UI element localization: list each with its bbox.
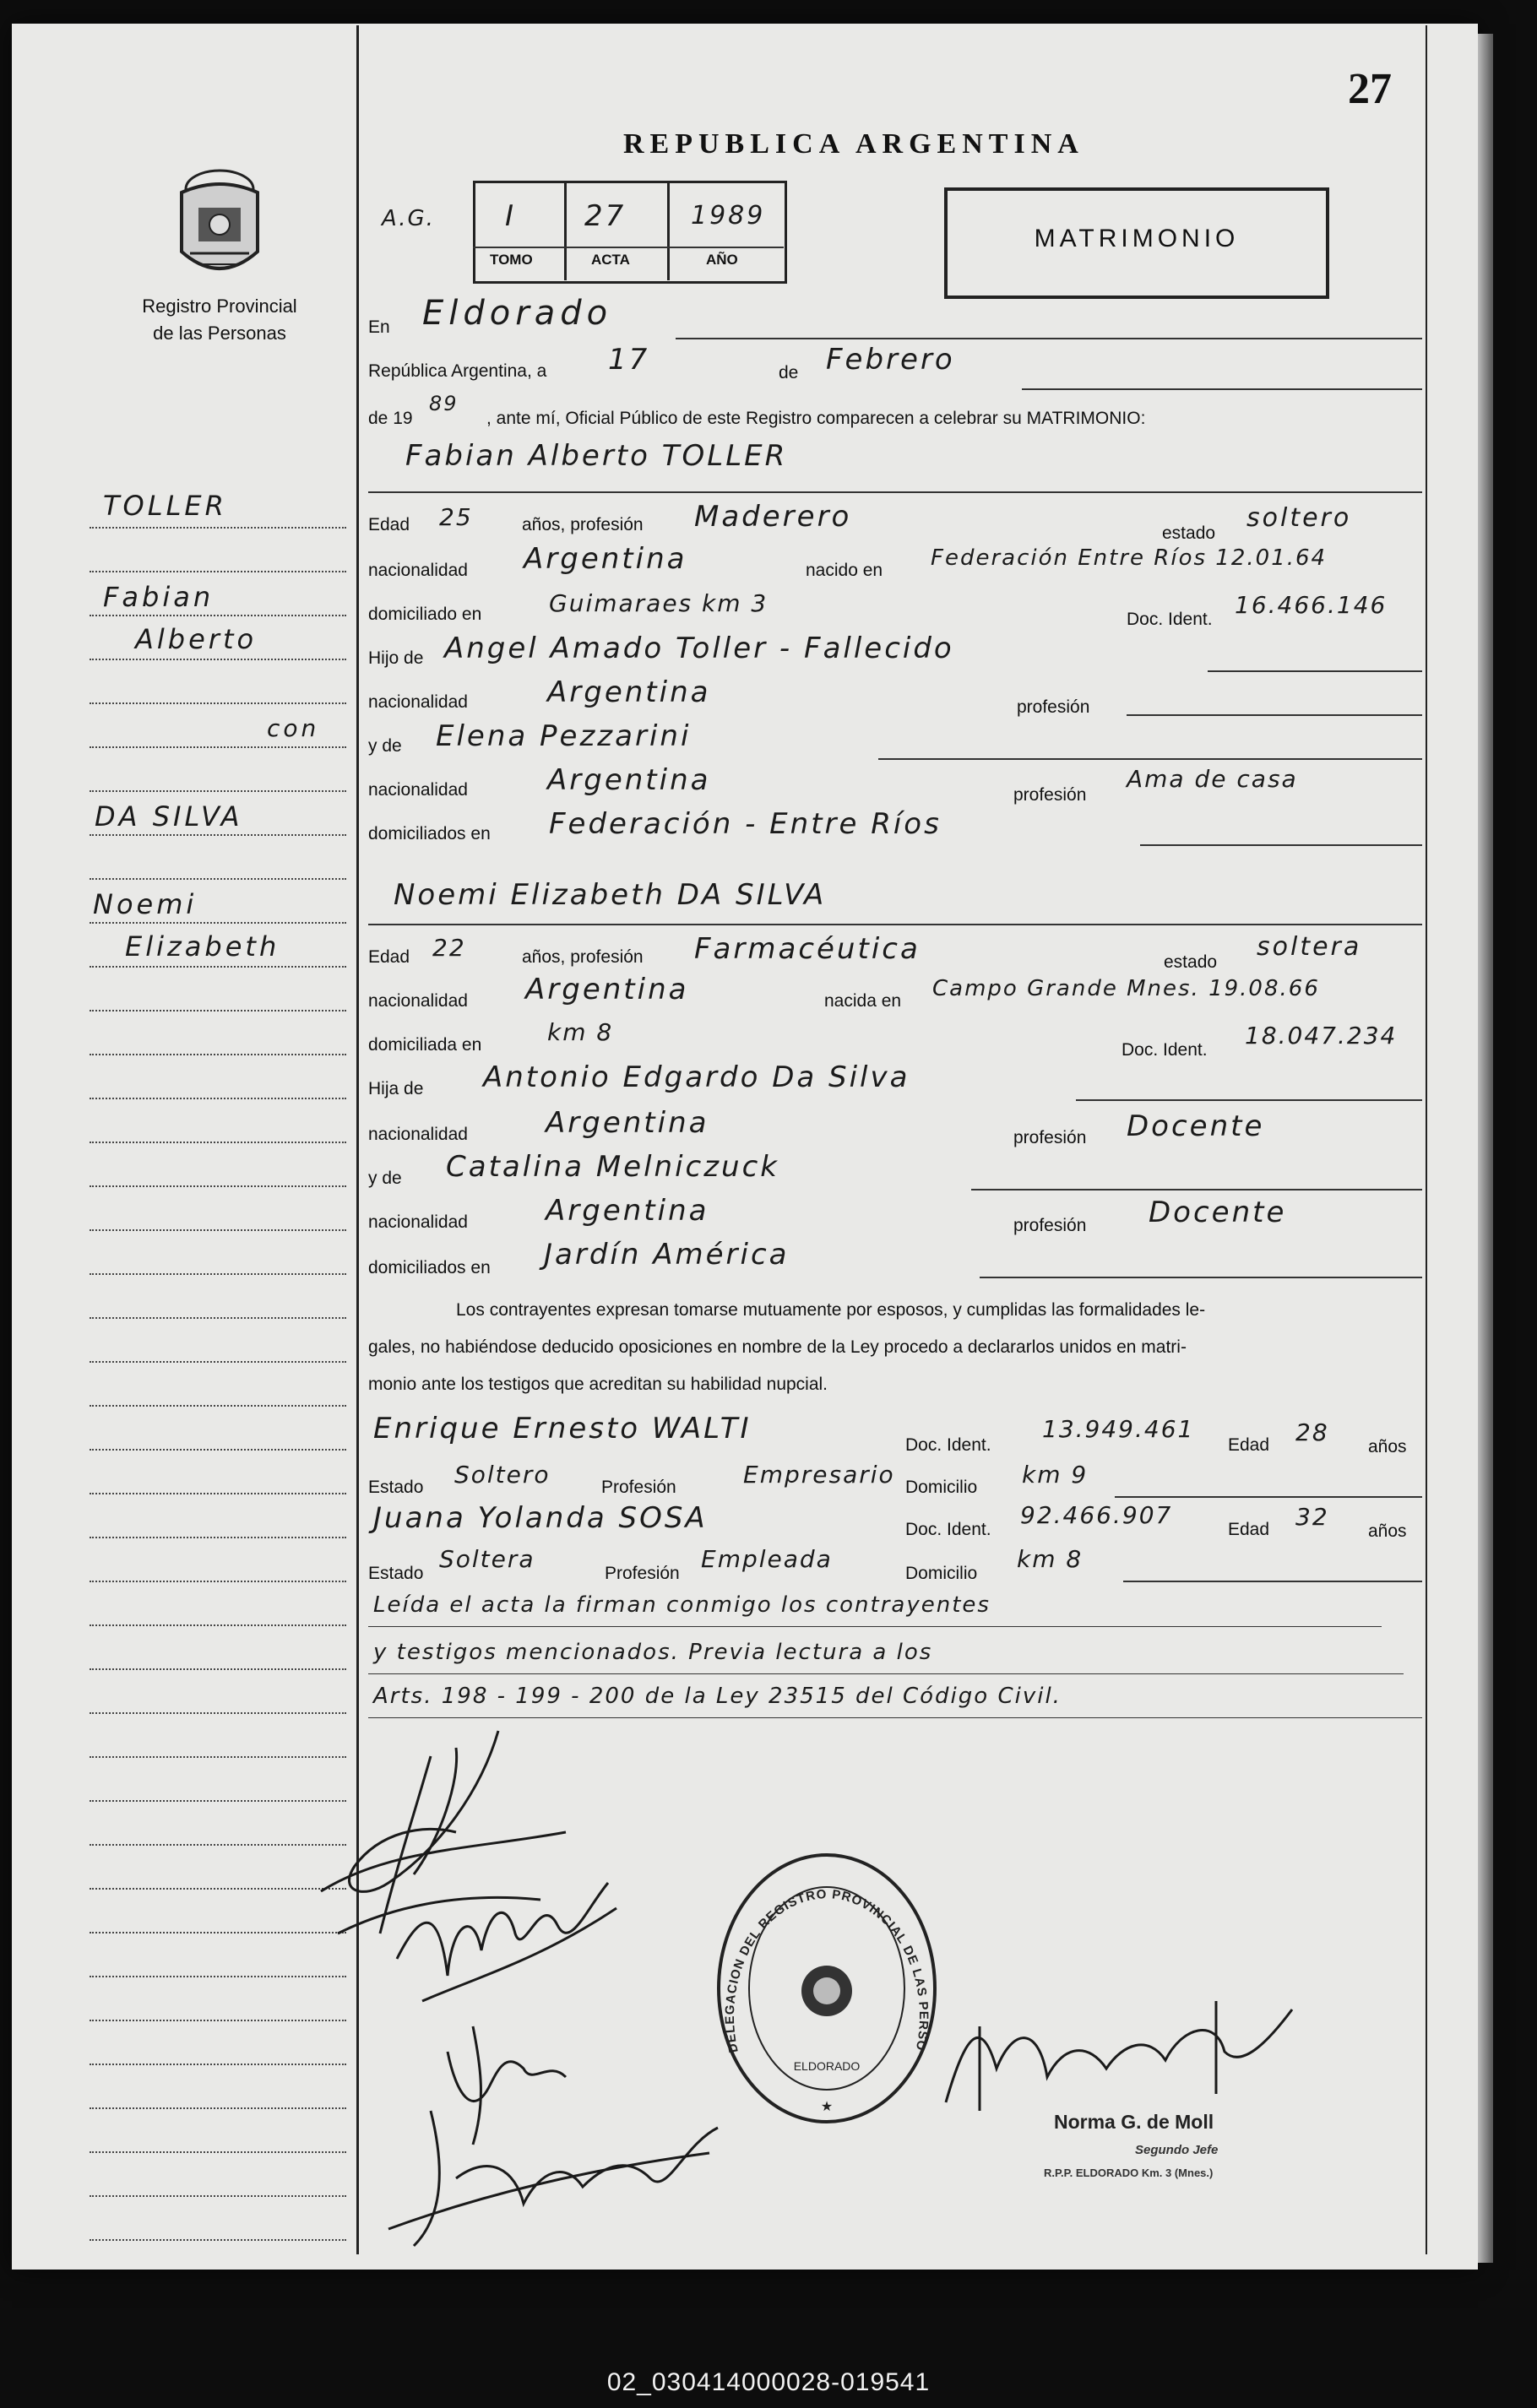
witness2-dom-label: Domicilio [905,1564,978,1583]
margin-ruled-line [90,1537,346,1538]
margin-name-2b: Elizabeth [125,930,280,963]
bride-doc-label: Doc. Ident. [1122,1040,1208,1060]
bride-edad-label: Edad [368,947,410,967]
margin-ruled-line [90,2151,346,2153]
witness1-estado: Soltero [454,1461,551,1489]
stamp-ring-text: DELEGACION DEL REGISTRO PROVINCIAL DE LAS PERSO [722,1887,931,2054]
bride-father-label: Hija de [368,1079,424,1098]
groom-profesion-label: años, profesión [522,515,644,534]
margin-ruled-line [90,1142,346,1143]
groom-birthplace: Federación Entre Ríos 12.01.64 [931,545,1328,571]
margin-ruled-line [90,571,346,572]
witness1-anos-label: años [1368,1437,1407,1456]
witness2-estado-label: Estado [368,1564,424,1583]
tomo-label: TOMO [490,252,533,268]
officer-title: Segundo Jefe [1135,2143,1219,2157]
margin-ruled-line [90,1668,346,1670]
bride-estado-label: estado [1164,952,1218,972]
groom-father-nat: Argentina [547,675,711,709]
bride-father-nat-label: nacionalidad [368,1125,468,1144]
margin-ruled-line [90,1624,346,1626]
margin-name-2a: Noemi [93,888,198,920]
day: 17 [608,343,650,377]
ag-label: A.G. [382,206,435,231]
bride-signature [372,1858,642,2031]
groom-doc: 16.466.146 [1235,591,1388,619]
margin-ruled-line [90,1317,346,1319]
margin-ruled-line [90,1010,346,1011]
groom-mother: Elena Pezzarini [436,719,692,753]
bride-mother: Catalina Melniczuck [446,1150,779,1184]
stamp-city: ELDORADO [793,2059,861,2073]
republica-label: República Argentina, a [368,361,547,381]
margin-ruled-line [90,659,346,660]
bride-nationality: Argentina [525,973,689,1006]
groom-parents-dom-label: domiciliados en [368,824,491,843]
witness2-domicilio: km 8 [1017,1545,1084,1573]
bride-doc: 18.047.234 [1245,1022,1398,1049]
margin-ruled-line [90,1098,346,1099]
margin-ruled-line [90,2239,346,2241]
margin-ruled-line [90,702,346,704]
groom-profession: Maderero [694,500,852,534]
bride-domicilio: km 8 [547,1018,614,1046]
witness2-estado: Soltera [439,1545,535,1573]
witness1-edad-label: Edad [1228,1435,1270,1455]
bride-estado: soltera [1257,932,1362,962]
bride-dom-label: domiciliada en [368,1035,482,1055]
groom-dom-label: domiciliado en [368,605,482,624]
officer-name: Norma G. de Moll [1054,2111,1214,2133]
bride-profesion-label: años, profesión [522,947,644,967]
groom-father-label: Hijo de [368,648,424,668]
groom-mother-nat: Argentina [547,763,711,797]
officer-office: R.P.P. ELDORADO Km. 3 (Mnes.) [1044,2167,1214,2179]
groom-doc-label: Doc. Ident. [1127,610,1213,629]
groom-estado: soltero [1246,503,1352,533]
groom-nationality: Argentina [524,542,687,576]
witness2-prof-label: Profesión [605,1564,680,1583]
closing-line3: Arts. 198 - 199 - 200 de la Ley 23515 del Código Civil. [373,1684,1062,1709]
margin-ruled-line [90,966,346,968]
bride-full-name: Noemi Elizabeth DA SILVA [394,878,827,912]
margin-ruled-line [90,615,346,616]
margin-ruled-line [90,1185,346,1187]
groom-edad-label: Edad [368,515,410,534]
svg-text:DELEGACION DEL REGISTRO PROVIN [713,1849,931,2054]
tomo-value: I [505,199,517,233]
officer-signature [929,1993,1334,2123]
declaration-line1: Los contrayentes expresan tomarse mutuamente por esposos, y cumplidas las formalidades le- [456,1300,1206,1320]
witness2-profession: Empleada [701,1545,833,1573]
witness2-signature [380,2077,735,2259]
groom-mother-nat-label: nacionalidad [368,780,468,800]
margin-ruled-line [90,1229,346,1231]
registry-name-line2: de las Personas [153,323,286,344]
coat-of-arms-icon [165,159,274,290]
margin-ruled-line [90,1273,346,1275]
margin-ruled-line [90,878,346,880]
bride-parents-dom: Jardín América [544,1238,790,1272]
bride-father-nat: Argentina [546,1106,709,1140]
margin-ruled-line [90,2020,346,2021]
country-header: REPUBLICA ARGENTINA [623,128,1084,160]
ano-label: AÑO [706,252,738,268]
witness1-prof-label: Profesión [601,1478,676,1497]
year-suffix: 89 [429,392,459,415]
groom-estado-label: estado [1162,523,1216,543]
act-type: MATRIMONIO [1034,225,1240,252]
witness2-anos-label: años [1368,1521,1407,1541]
witness1-estado-label: Estado [368,1478,424,1497]
witness1-age: 28 [1295,1418,1329,1446]
witness1-dom-label: Domicilio [905,1478,978,1497]
margin-ruled-line [90,2195,346,2197]
acta-value: 27 [584,199,627,233]
bride-nat-label: nacionalidad [368,991,468,1011]
witness2-doc: 92.466.907 [1020,1501,1173,1529]
groom-nacido-label: nacido en [806,561,883,580]
bride-birthplace: Campo Grande Mnes. 19.08.66 [932,976,1320,1001]
place: Eldorado [422,294,613,333]
month: Febrero [826,343,955,377]
closing-line1: Leída el acta la firman conmigo los contrayentes [373,1592,991,1618]
witness1-name: Enrique Ernesto WALTI [373,1412,752,1445]
witness1-doc-label: Doc. Ident. [905,1435,991,1455]
groom-parents-dom: Federación - Entre Ríos [549,807,942,841]
bride-profession: Farmacéutica [694,932,921,966]
witness1-profession: Empresario [743,1461,895,1489]
margin-ruled-line [90,1712,346,1714]
margin-surname-2: DA SILVA [95,800,243,832]
page-number: 27 [1348,65,1392,113]
margin-name-1b: Alberto [135,623,258,655]
groom-mother-prof: Ama de casa [1127,765,1298,793]
acta-label: ACTA [591,252,630,268]
margin-ruled-line [90,527,346,529]
groom-age: 25 [439,503,473,531]
bride-father: Antonio Edgardo Da Silva [483,1060,910,1094]
en-label: En [368,317,390,337]
groom-domicilio: Guimaraes km 3 [549,589,768,617]
declaration-line3: monio ante los testigos que acreditan su habilidad nupcial. [368,1375,828,1394]
bride-parents-dom-label: domiciliados en [368,1258,491,1277]
bride-mother-nat: Argentina [546,1194,709,1228]
bride-mother-nat-label: nacionalidad [368,1212,468,1232]
margin-ruled-line [90,2064,346,2065]
margin-ruled-line [90,922,346,924]
margin-ruled-line [90,1493,346,1494]
margin-ruled-line [90,2107,346,2109]
closing-line2: y testigos mencionados. Previa lectura a los [373,1640,933,1665]
bride-mother-prof: Docente [1149,1196,1287,1229]
margin-ruled-line [90,834,346,836]
bride-age: 22 [432,934,466,962]
image-id-caption: 02_030414000028-019541 [606,2368,931,2396]
registry-name-line1: Registro Provincial [142,296,297,317]
bride-father-prof: Docente [1127,1109,1265,1143]
year-prefix: de 19 [368,409,413,428]
witness2-doc-label: Doc. Ident. [905,1520,991,1539]
bride-father-prof-label: profesión [1013,1128,1087,1147]
intro-text: , ante mí, Oficial Público de este Registro comparecen a celebrar su MATRIMONIO: [486,409,1146,428]
declaration-line2: gales, no habiéndose deducido oposiciones en nombre de la Ley procedo a declararlos unidos en matri- [368,1337,1187,1357]
groom-father-prof-label: profesión [1017,697,1090,717]
groom-father-nat-label: nacionalidad [368,692,468,712]
witness2-age: 32 [1295,1503,1329,1531]
margin-name-1a: Fabian [103,581,215,613]
right-rule [1426,25,1427,2254]
bride-mother-prof-label: profesión [1013,1216,1087,1235]
groom-mother-prof-label: profesión [1013,785,1087,805]
margin-ruled-line [90,790,346,792]
de-label: de [779,363,799,382]
svg-text:★: ★ [820,2100,834,2114]
page-edge [1478,34,1493,2263]
bride-mother-label: y de [368,1169,402,1188]
groom-father: Angel Amado Toller - Fallecido [444,632,954,665]
witness1-doc: 13.949.461 [1042,1415,1195,1443]
margin-ruled-line [90,1581,346,1582]
margin-ruled-line [90,1361,346,1363]
witness2-edad-label: Edad [1228,1520,1270,1539]
groom-full-name: Fabian Alberto TOLLER [405,439,788,473]
margin-con: con [267,714,320,742]
ano-value: 1989 [691,201,766,230]
bride-nacida-label: nacida en [824,991,902,1011]
margin-surname-1: TOLLER [103,490,227,522]
margin-ruled-line [90,1405,346,1407]
groom-mother-label: y de [368,736,402,756]
groom-nat-label: nacionalidad [368,561,468,580]
margin-ruled-line [90,1449,346,1451]
margin-ruled-line [90,1054,346,1055]
witness2-name: Juana Yolanda SOSA [373,1501,708,1535]
margin-ruled-line [90,746,346,748]
witness1-domicilio: km 9 [1022,1461,1089,1489]
